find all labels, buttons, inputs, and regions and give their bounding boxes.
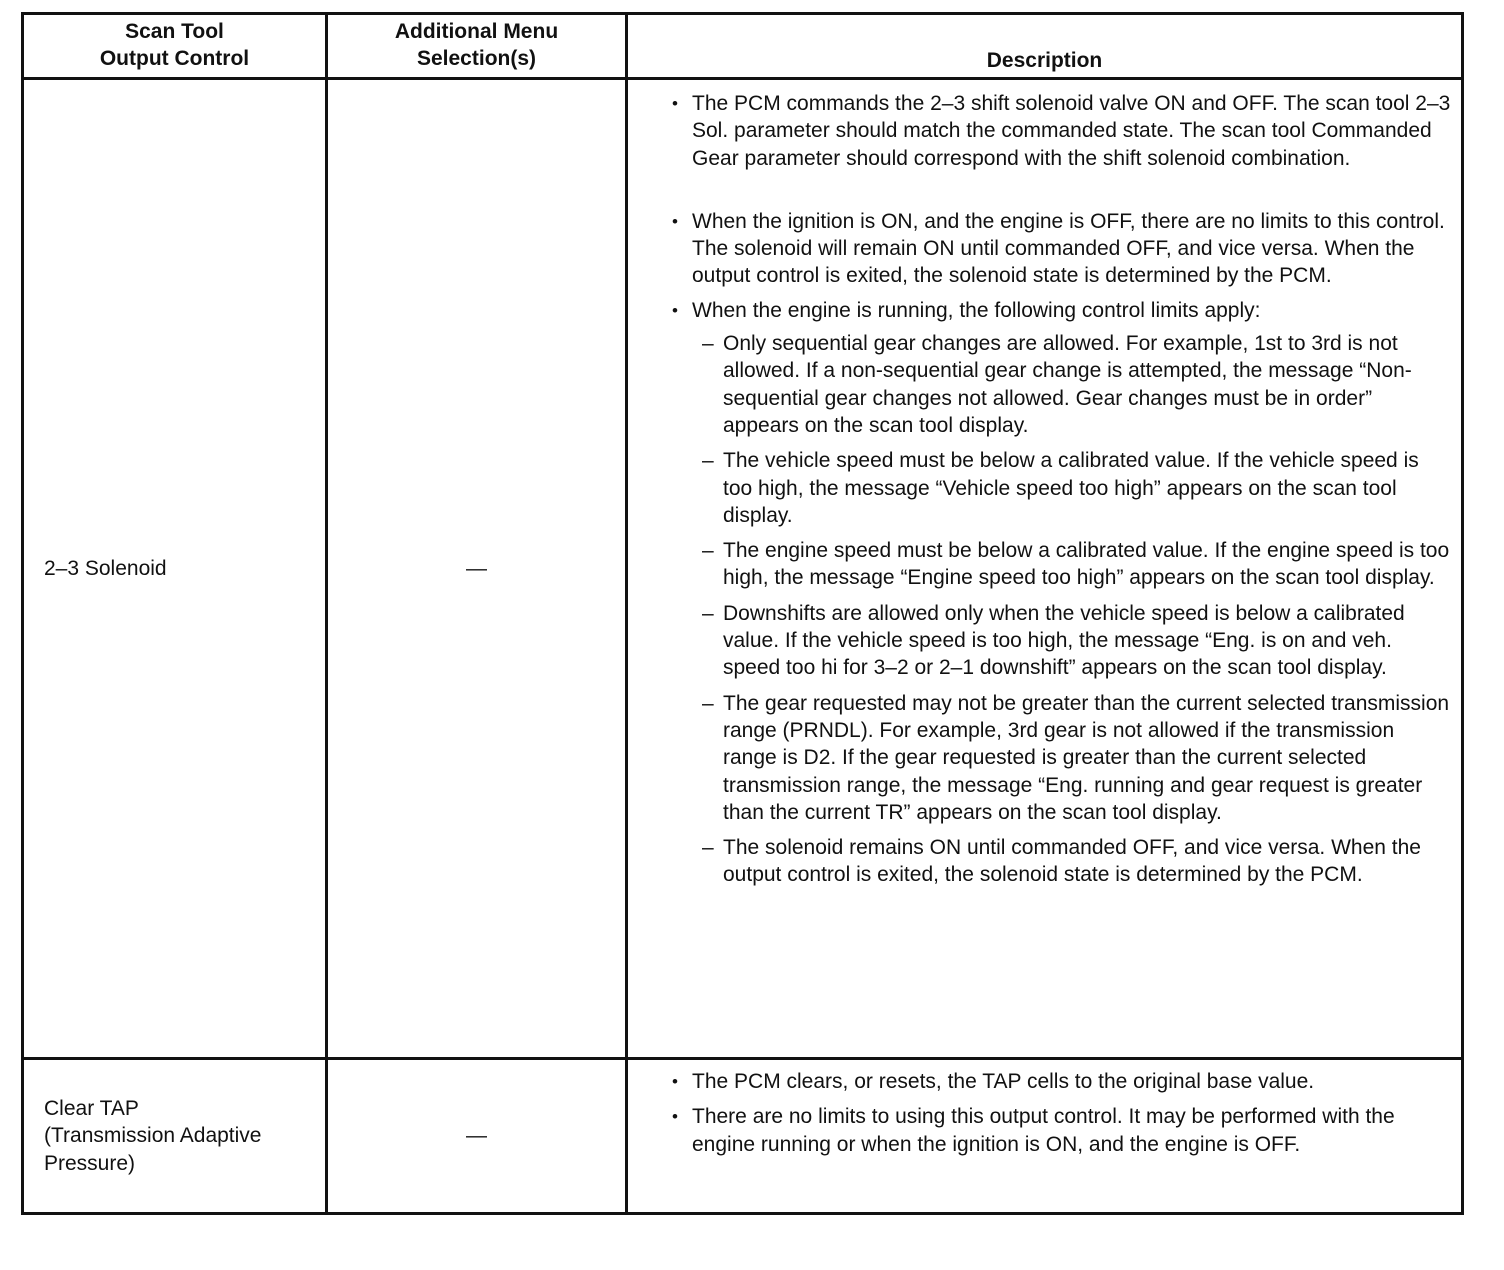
description-cell: [628, 1060, 1461, 1212]
description-cell: [628, 80, 1461, 1057]
output-control-table: [21, 12, 1464, 1215]
menu-selection-value: —: [466, 1124, 487, 1148]
bullet-text: When the engine is running, the following control limits apply:: [692, 298, 1261, 322]
menu-selection-value: —: [466, 556, 487, 580]
sub-item: – The solenoid remains ON until commanded OFF, and vice versa. When the output control is exited, the solenoid state is determined by the PCM.: [692, 834, 1451, 889]
sub-item: – The vehicle speed must be below a calibrated value. If the vehicle speed is too high, the message “Vehicle speed too high” appears on the scan tool display.: [692, 447, 1451, 529]
header-description: [628, 15, 1461, 77]
table-row: [24, 77, 1461, 1057]
output-control-cell: [24, 80, 328, 1057]
menu-selection-cell: [328, 80, 628, 1057]
menu-selection-cell: [328, 1060, 628, 1212]
header-col1-line1: Scan Tool: [125, 20, 224, 43]
sub-item-list: [692, 330, 1451, 889]
table-row: [24, 1057, 1461, 1212]
header-col3: Description: [986, 49, 1103, 72]
header-col2-line2: Selection(s): [416, 47, 537, 70]
header-col1-line2: Output Control: [99, 47, 250, 70]
sub-item: – The engine speed must be below a calibrated value. If the engine speed is too high, the message “Engine speed too high” appears on the scan tool display.: [692, 537, 1451, 592]
header-additional-menu-selections: [328, 15, 628, 77]
bullet-item: • The PCM commands the 2–3 shift solenoid valve ON and OFF. The scan tool 2–3 Sol. parameter should match the commanded state. The scan tool Commanded Gear parameter should correspond with the shift solenoid combination.: [648, 90, 1451, 172]
output-control-name: 2–3 Solenoid: [44, 556, 167, 580]
description-bullets: [648, 1068, 1451, 1158]
bullet-item: • The PCM clears, or resets, the TAP cells to the original base value.: [648, 1068, 1451, 1095]
sub-item: – The gear requested may not be greater than the current selected transmission range (PRNDL). For example, 3rd gear is not allowed if the transmission range is D2. If the gear requested is greater than the current selected transmission range, the message “Eng. running and gear request is greater than the current TR” appears on the scan tool display.: [692, 690, 1451, 826]
sub-item: – Only sequential gear changes are allowed. For example, 1st to 3rd is not allowed. If a non-sequential gear change is attempted, the message “Non-sequential gear changes not allowed. Gear changes must be in order” appears on the scan tool display.: [692, 330, 1451, 439]
header-scan-tool-output-control: [24, 15, 328, 77]
bullet-item: • When the ignition is ON, and the engine is OFF, there are no limits to this control. The solenoid will remain ON until commanded OFF, and vice versa. When the output control is exited, the solenoid state is determined by the PCM.: [648, 208, 1451, 290]
description-bullets: [648, 90, 1451, 889]
output-control-cell: [24, 1060, 328, 1212]
bullet-item: • There are no limits to using this output control. It may be performed with the engine running or when the ignition is ON, and the engine is OFF.: [648, 1103, 1451, 1158]
output-control-name: [44, 1095, 325, 1177]
header-col2-line1: Additional Menu: [394, 20, 559, 43]
output-control-line2: (Transmission Adaptive Pressure): [44, 1124, 262, 1175]
bullet-item-with-subitems: [648, 297, 1451, 889]
table-header-row: [24, 15, 1461, 77]
sub-item: – Downshifts are allowed only when the vehicle speed is below a calibrated value. If the vehicle speed is too high, the message “Eng. is on and veh. speed too hi for 3–2 or 2–1 downshift” appears on the scan tool display.: [692, 600, 1451, 682]
output-control-line1: Clear TAP: [44, 1097, 139, 1121]
